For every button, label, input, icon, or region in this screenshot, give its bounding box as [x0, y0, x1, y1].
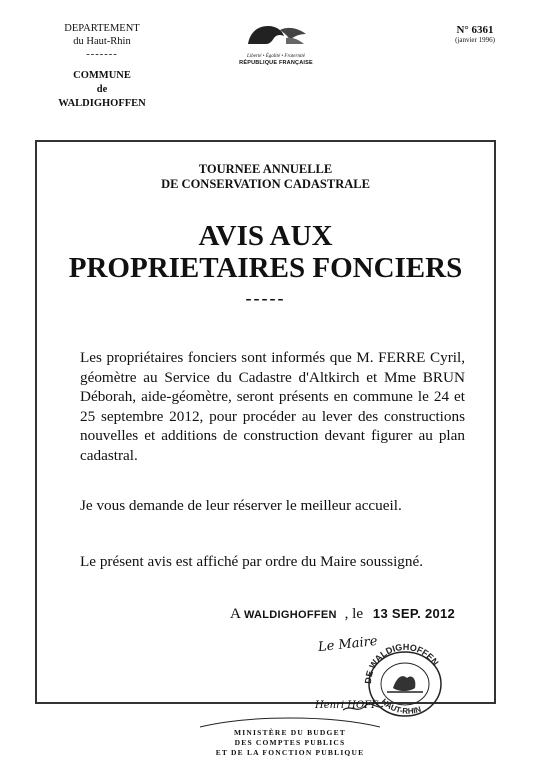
signature-name: Henri HOFF — [315, 700, 379, 711]
department-divider: ------- — [86, 49, 118, 60]
commune-name: WALDIGHOFFEN — [58, 98, 146, 109]
seal-text-top: DE WALDIGHOFFEN — [362, 641, 441, 685]
title-line2: PROPRIETAIRES FONCIERS — [68, 252, 463, 284]
notice-paragraph-2: Je vous demande de leur réserver le meilleur accueil. — [80, 497, 402, 514]
place-stamp: WALDIGHOFFEN — [243, 609, 337, 621]
ministry-arc-icon — [190, 716, 390, 728]
department-label: DEPARTEMENT — [64, 23, 140, 34]
department-name: du Haut-Rhin — [73, 36, 131, 47]
place-prefix: A — [230, 605, 241, 622]
notice-subtitle — [35, 162, 496, 192]
ministry-line1: MINISTÈRE DU BUDGET — [234, 728, 346, 737]
commune-label: COMMUNE — [73, 70, 131, 81]
ministry-name — [210, 728, 370, 758]
seal-text-bottom: HAUT-RHIN — [379, 696, 423, 716]
department-block — [40, 22, 164, 111]
subtitle-line2: DE CONSERVATION CADASTRALE — [161, 177, 370, 191]
ministry-line3: ET DE LA FONCTION PUBLIQUE — [215, 748, 365, 757]
marianne-emblem-icon — [236, 22, 316, 48]
form-number: N° 6361 — [456, 24, 494, 36]
title-separator: ----- — [245, 288, 286, 308]
date-prefix: , le — [344, 605, 364, 622]
form-date: (janvier 1996) — [455, 36, 495, 44]
ministry-line2: DES COMPTES PUBLICS — [234, 738, 346, 747]
svg-text:HAUT-RHIN — [379, 697, 422, 716]
date-stamp: 13 SEP. 2012 — [372, 606, 456, 621]
signature-label: Le Maire — [317, 633, 379, 656]
logo-motto: Liberté • Égalité • Fraternité — [247, 54, 305, 59]
form-number-block — [440, 24, 510, 44]
title-line1: AVIS AUX — [198, 220, 333, 252]
notice-paragraph-3: Le présent avis est affiché par ordre du Maire soussigné. — [80, 553, 424, 570]
commune-de: de — [96, 84, 108, 95]
commune-block — [40, 69, 164, 111]
logo-republic: RÉPUBLIQUE FRANÇAISE — [239, 60, 313, 66]
place-date-line — [230, 605, 455, 623]
subtitle-line1: TOURNEE ANNUELLE — [198, 162, 333, 176]
marianne-logo — [236, 22, 316, 67]
notice-title — [35, 220, 496, 284]
notice-paragraph-1: Les propriétaires fonciers sont informés que M. FERRE Cyril, géomètre au Service du Cadastre d'Altkirch et Mme BRUN Déborah, aide-géomètre, seront présents en commune le 24 et 25 septembre 2012, pour procéder au lever des constructions nouvelles et additions de construction devant figurer au plan cadastral. — [80, 349, 465, 464]
